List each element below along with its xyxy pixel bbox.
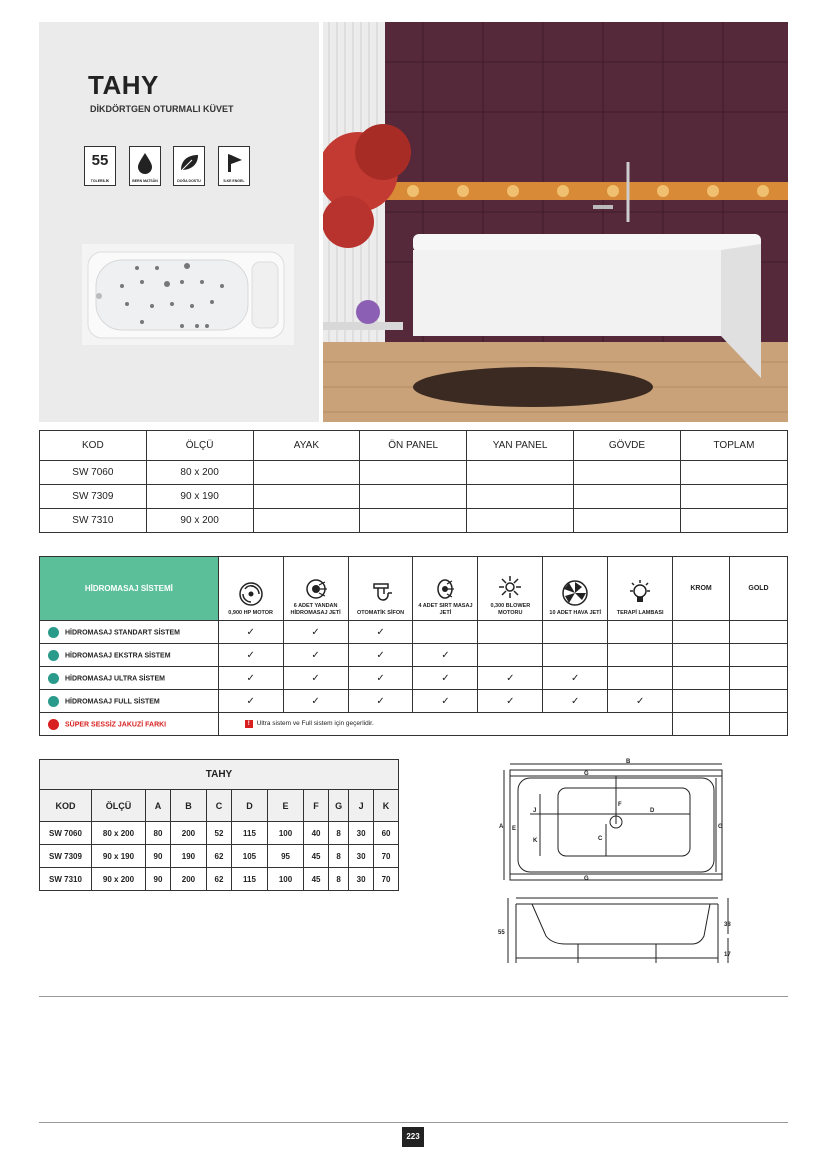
row-name: HİDROMASAJ EKSTRA SİSTEM <box>65 651 171 659</box>
table-cell: 62 <box>207 845 232 868</box>
technical-drawing <box>496 758 736 973</box>
header-cell: G <box>329 790 349 822</box>
row-name: HİDROMASAJ ULTRA SİSTEM <box>65 674 165 682</box>
table-cell: 90 <box>146 845 171 868</box>
table-cell: 115 <box>231 822 267 845</box>
table-row <box>40 509 788 533</box>
row-label <box>40 690 219 713</box>
header-cell: AYAK <box>253 431 360 461</box>
dim-label: 17 <box>724 952 731 958</box>
table-cell: 100 <box>268 822 304 845</box>
check-icon: ✓ <box>218 690 283 713</box>
table-cell: 190 <box>170 845 206 868</box>
check-icon: ✓ <box>478 690 543 713</box>
dim-label: G <box>584 876 589 882</box>
red-dot-icon <box>48 719 59 730</box>
dim-label: B <box>626 759 631 765</box>
header-cell: K <box>374 790 399 822</box>
empty-cell <box>673 690 730 713</box>
header-cell: F <box>304 790 329 822</box>
row-name: HİDROMASAJ FULL SİSTEM <box>65 697 160 705</box>
dimension-table <box>39 759 399 891</box>
empty-cell <box>673 667 730 690</box>
table-cell: 80 x 200 <box>92 822 146 845</box>
table-cell: 200 <box>170 868 206 891</box>
table-cell: 70 <box>374 845 399 868</box>
table-row <box>40 485 788 509</box>
badge-label: DOĞA DOSTU <box>177 179 201 183</box>
table-cell: 45 <box>304 845 329 868</box>
table-cell: 30 <box>349 822 374 845</box>
header-cell: TOPLAM <box>680 431 787 461</box>
check-icon: ✓ <box>283 621 348 644</box>
hydro-header-row <box>40 557 788 621</box>
table-cell <box>680 485 787 509</box>
dim-label: 55 <box>498 930 505 936</box>
dim-label: G <box>718 824 723 830</box>
table-cell <box>467 461 574 485</box>
header-cell: KOD <box>40 790 92 822</box>
table-cell: 90 x 200 <box>92 868 146 891</box>
table-cell: SW 7060 <box>40 822 92 845</box>
gold-header: GOLD <box>730 557 788 621</box>
hydro-row-standart <box>40 621 788 644</box>
table-cell <box>467 509 574 533</box>
empty-cell <box>608 667 673 690</box>
table-cell: 90 <box>146 868 171 891</box>
badge-label: BERN MATSÜN <box>132 179 158 183</box>
bathroom-photo <box>323 22 788 422</box>
table-cell: 100 <box>268 868 304 891</box>
teal-dot-icon <box>48 673 59 684</box>
check-icon: ✓ <box>348 644 413 667</box>
check-icon: ✓ <box>218 644 283 667</box>
row-label <box>40 644 219 667</box>
price-table <box>39 430 788 533</box>
table-cell: 52 <box>207 822 232 845</box>
table-cell <box>680 509 787 533</box>
check-icon: ✓ <box>543 667 608 690</box>
table-cell: 8 <box>329 845 349 868</box>
hydromassage-table <box>39 556 788 736</box>
dimension-table-title-row <box>40 760 399 790</box>
dim-label: 38 <box>724 922 731 928</box>
hydro-row-ultra <box>40 667 788 690</box>
table-row <box>40 845 399 868</box>
table-cell <box>467 485 574 509</box>
teal-dot-icon <box>48 650 59 661</box>
hydro-row-full <box>40 690 788 713</box>
badge-label: İLKE ENGEL <box>223 179 245 183</box>
table-cell <box>680 461 787 485</box>
empty-cell <box>730 667 788 690</box>
check-icon: ✓ <box>478 667 543 690</box>
check-icon: ✓ <box>413 690 478 713</box>
table-cell <box>360 485 467 509</box>
table-cell: 80 x 200 <box>146 461 253 485</box>
feature-side-jet <box>283 557 348 621</box>
blower-icon <box>497 574 523 600</box>
table-cell: 60 <box>374 822 399 845</box>
row-name: HİDROMASAJ STANDART SİSTEM <box>65 628 180 636</box>
table-cell: SW 7309 <box>40 845 92 868</box>
header-cell: E <box>268 790 304 822</box>
row-name: SÜPER SESSİZ JAKUZİ FARKI <box>65 720 167 728</box>
header-cell: ÖLÇÜ <box>146 431 253 461</box>
header-cell: C <box>207 790 232 822</box>
table-cell: 90 x 190 <box>92 845 146 868</box>
table-cell: 115 <box>231 868 267 891</box>
header-cell: J <box>349 790 374 822</box>
table-cell: SW 7310 <box>40 868 92 891</box>
feature-blower <box>478 557 543 621</box>
table-row <box>40 822 399 845</box>
side-jet-icon <box>303 578 329 600</box>
badge-big: 55 <box>91 152 109 169</box>
dimension-table-header <box>40 790 399 822</box>
motor-icon <box>238 581 264 607</box>
empty-cell <box>730 644 788 667</box>
empty-cell <box>543 644 608 667</box>
table-row <box>40 461 788 485</box>
special-note-cell <box>218 713 672 736</box>
dim-label: A <box>499 824 504 830</box>
feature-motor <box>218 557 283 621</box>
feature-label: OTOMATİK SİFON <box>356 610 405 616</box>
empty-cell <box>673 644 730 667</box>
check-icon: ✓ <box>413 644 478 667</box>
row-label <box>40 667 219 690</box>
lamp-icon <box>627 579 653 607</box>
empty-cell <box>730 690 788 713</box>
teal-dot-icon <box>48 696 59 707</box>
table-cell: 45 <box>304 868 329 891</box>
table-cell: 200 <box>170 822 206 845</box>
back-jet-icon <box>432 578 458 600</box>
dim-label: D <box>650 808 655 814</box>
table-row <box>40 868 399 891</box>
teal-dot-icon <box>48 627 59 638</box>
table-cell: 40 <box>304 822 329 845</box>
feature-air-jet <box>543 557 608 621</box>
empty-cell <box>608 621 673 644</box>
check-icon: ✓ <box>218 621 283 644</box>
divider <box>39 1122 788 1123</box>
table-cell <box>574 509 681 533</box>
table-cell <box>253 461 360 485</box>
feature-label: 4 ADET SIRT MASAJ JETİ <box>418 603 473 616</box>
header-cell: D <box>231 790 267 822</box>
header-cell: YAN PANEL <box>467 431 574 461</box>
dimension-table-title: TAHY <box>40 760 399 790</box>
product-subtitle: DİKDÖRTGEN OTURMALI KÜVET <box>90 104 234 114</box>
table-cell <box>360 509 467 533</box>
empty-cell <box>478 621 543 644</box>
price-table-header <box>40 431 788 461</box>
table-cell: 105 <box>231 845 267 868</box>
feature-label: 0,900 HP MOTOR <box>228 610 274 616</box>
check-icon: ✓ <box>348 621 413 644</box>
dim-label: F <box>618 802 622 808</box>
hydro-row-ekstra <box>40 644 788 667</box>
header-cell: A <box>146 790 171 822</box>
feature-label: 10 ADET HAVA JETİ <box>549 610 602 616</box>
leaf-eco-icon <box>173 146 205 186</box>
check-icon: ✓ <box>608 690 673 713</box>
empty-cell <box>543 621 608 644</box>
header-cell: ÖLÇÜ <box>92 790 146 822</box>
empty-cell <box>413 621 478 644</box>
table-cell <box>253 509 360 533</box>
dim-label: C <box>598 836 603 842</box>
dim-label: G <box>584 771 589 777</box>
feature-lamp <box>608 557 673 621</box>
header-cell: B <box>170 790 206 822</box>
krom-header: KROM <box>673 557 730 621</box>
air-jet-icon <box>560 579 590 607</box>
check-icon: ✓ <box>283 667 348 690</box>
check-icon: ✓ <box>283 690 348 713</box>
header-cell: ÖN PANEL <box>360 431 467 461</box>
check-icon: ✓ <box>413 667 478 690</box>
special-note: Ultra sistem ve Full sistem için geçerlidir. <box>256 720 374 727</box>
table-cell: 30 <box>349 845 374 868</box>
thickness-55-icon <box>84 146 116 186</box>
empty-cell <box>673 621 730 644</box>
feature-label: 0,300 BLOWER MOTORU <box>490 603 531 616</box>
check-icon: ✓ <box>348 667 413 690</box>
table-cell: 70 <box>374 868 399 891</box>
table-cell: 8 <box>329 868 349 891</box>
empty-cell <box>673 713 730 736</box>
badge-label: TOLERİLİK <box>90 179 110 183</box>
row-label <box>40 713 219 736</box>
drop-icon <box>129 146 161 186</box>
table-cell <box>574 485 681 509</box>
check-icon: ✓ <box>348 690 413 713</box>
table-cell <box>360 461 467 485</box>
check-icon: ✓ <box>283 644 348 667</box>
page-number: 223 <box>402 1127 424 1147</box>
hydro-row-special <box>40 713 788 736</box>
check-icon: ✓ <box>543 690 608 713</box>
dim-label: E <box>512 826 517 832</box>
warning-icon: ! <box>245 720 253 728</box>
check-icon: ✓ <box>218 667 283 690</box>
feature-siphon <box>348 557 413 621</box>
table-cell <box>253 485 360 509</box>
dim-label: K <box>533 838 538 844</box>
play-flag-icon <box>218 146 250 186</box>
table-cell: 90 x 190 <box>146 485 253 509</box>
table-cell: 80 <box>146 822 171 845</box>
empty-cell <box>730 713 788 736</box>
hydro-system-title: HİDROMASAJ SİSTEMİ <box>40 557 219 621</box>
empty-cell <box>608 644 673 667</box>
header-cell: KOD <box>40 431 147 461</box>
header-cell: GÖVDE <box>574 431 681 461</box>
tub-top-view-image <box>82 244 294 345</box>
table-cell: 90 x 200 <box>146 509 253 533</box>
row-label <box>40 621 219 644</box>
table-cell: 8 <box>329 822 349 845</box>
siphon-icon <box>368 581 394 607</box>
product-info-panel <box>39 22 319 422</box>
feature-label: TERAPİ LAMBASI <box>616 610 664 616</box>
empty-cell <box>730 621 788 644</box>
table-cell: 30 <box>349 868 374 891</box>
table-cell: 95 <box>268 845 304 868</box>
table-cell: SW 7060 <box>40 461 147 485</box>
product-title: TAHY <box>88 70 159 100</box>
feature-back-jet <box>413 557 478 621</box>
dim-label: J <box>533 808 537 814</box>
table-cell: 62 <box>207 868 232 891</box>
table-cell: SW 7310 <box>40 509 147 533</box>
empty-cell <box>478 644 543 667</box>
divider <box>39 996 788 997</box>
table-cell: SW 7309 <box>40 485 147 509</box>
feature-label: 6 ADET YANDAN HİDROMASAJ JETİ <box>290 603 341 616</box>
table-cell <box>574 461 681 485</box>
